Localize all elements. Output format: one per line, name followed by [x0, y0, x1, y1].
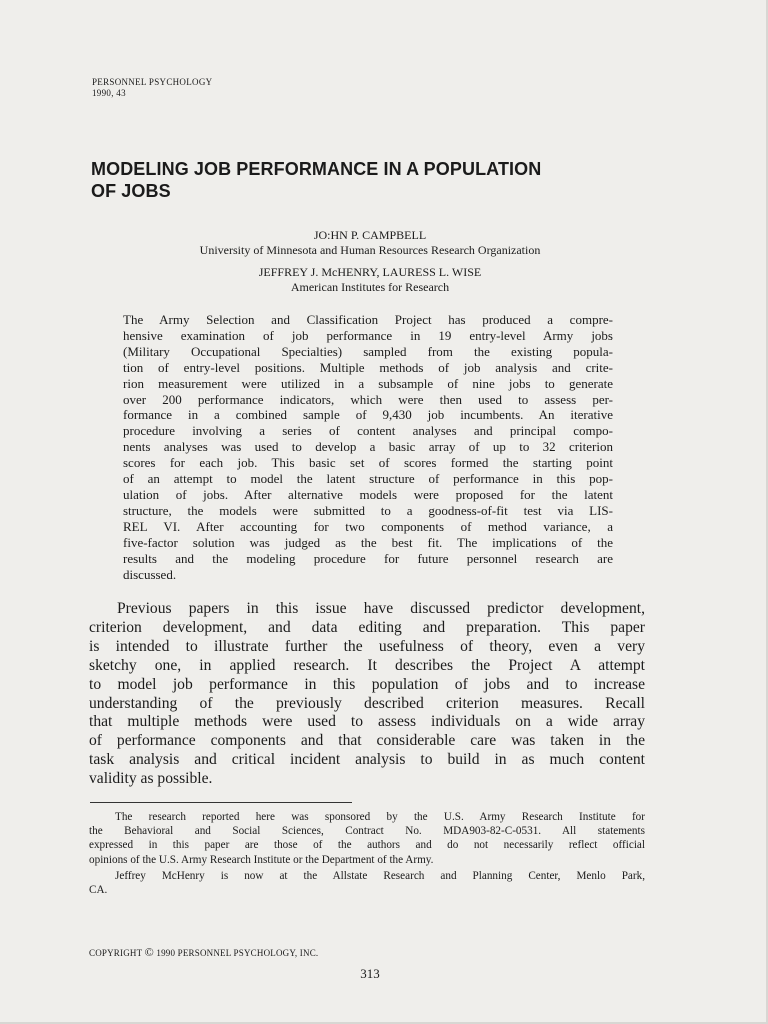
abstract-line: hensive examination of job performance in 19 entry-level Army jobs	[123, 327, 613, 343]
body-line: to model job performance in this population of jobs and to increase	[89, 675, 645, 693]
body-line: is intended to illustrate further the usefulness of theory, even a very	[89, 637, 645, 655]
body-line: that multiple methods were used to assess individuals on a wide array	[89, 713, 645, 731]
abstract-line: structure, the models were submitted to a goodness-of-fit test via LIS-	[123, 502, 613, 518]
abstract-line: procedure involving a series of content analyses and principal compo-	[123, 423, 613, 439]
body-line: understanding of the previously described criterion measures. Recall	[89, 694, 645, 712]
abstract-line: five-factor solution was judged as the best fit. The implications of the	[123, 534, 613, 550]
abstract-line: nents analyses was used to develop a basic array of up to 32 criterion	[123, 439, 613, 455]
copyright-notice	[89, 945, 318, 960]
author-name: JO:HN P. CAMPBELL	[313, 228, 427, 242]
abstract-line: results and the modeling procedure for future personnel research are	[123, 550, 613, 566]
copyright-prefix: COPYRIGHT	[89, 948, 143, 958]
body-line: validity as possible.	[89, 770, 213, 788]
abstract-line: scores for each job. This basic set of scores formed the starting point	[123, 455, 613, 471]
abstract-line: (Military Occupational Specialties) sampled from the existing popula-	[123, 343, 613, 359]
copyright-text: 1990 PERSONNEL PSYCHOLOGY, INC.	[156, 948, 319, 958]
journal-volume: 1990, 43	[92, 88, 126, 98]
title-line: OF JOBS	[91, 181, 171, 201]
abstract-line: of an attempt to model the latent structure of performance in this pop-	[123, 471, 613, 487]
body-line: sketchy one, in applied research. It describes the Project A attempt	[89, 656, 645, 674]
title-line: MODELING JOB PERFORMANCE IN A POPULATION	[91, 159, 542, 179]
body-paragraph	[89, 600, 645, 789]
author-name: JEFFREY J. McHENRY, LAURESS L. WISE	[258, 265, 482, 279]
abstract-line: over 200 performance indicators, which were then used to assess per-	[123, 391, 613, 407]
author-group-2	[92, 265, 648, 294]
footnote-divider	[90, 802, 352, 803]
abstract-line: The Army Selection and Classification Project has produced a compre-	[123, 312, 613, 327]
footnote	[89, 810, 645, 897]
body-line: task analysis and critical incident analysis to build in as much content	[89, 751, 645, 769]
abstract-line: discussed.	[123, 566, 177, 582]
journal-header	[92, 77, 212, 99]
footnote-line: CA.	[89, 884, 108, 897]
author-affiliation: University of Minnesota and Human Resources Research Organization	[199, 243, 541, 257]
journal-name: PERSONNEL PSYCHOLOGY	[92, 77, 213, 87]
body-line: Previous papers in this issue have discussed predictor development,	[117, 600, 645, 617]
footnote-line: Jeffrey McHenry is now at the Allstate Research and Planning Center, Menlo Park,	[115, 869, 645, 882]
footnote-line: expressed in this paper are those of the authors and do not necessarily reflect official	[89, 839, 645, 852]
footnote-line: opinions of the U.S. Army Research Institute or the Department of the Army.	[89, 853, 434, 866]
footnote-line: The research reported here was sponsored by the U.S. Army Research Institute for	[115, 811, 645, 823]
abstract	[123, 312, 613, 582]
footnote-line: the Behavioral and Social Sciences, Contract No. MDA903-82-C-0531. All statements	[89, 825, 645, 838]
copyright-symbol: ©	[144, 945, 154, 959]
body-line: of performance components and that considerable care was taken in the	[89, 732, 645, 750]
page-number: 313	[360, 966, 380, 981]
article-title	[91, 158, 671, 202]
abstract-line: rion measurement were utilized in a subsample of nine jobs to generate	[123, 375, 613, 391]
abstract-line: tion of entry-level positions. Multiple methods of job analysis and crite-	[123, 359, 613, 375]
body-line: criterion development, and data editing and preparation. This paper	[89, 618, 645, 636]
author-group-1	[92, 228, 648, 257]
abstract-line: formance in a combined sample of 9,430 job incumbents. An iterative	[123, 407, 613, 423]
abstract-line: ulation of jobs. After alternative models were proposed for the latent	[123, 486, 613, 502]
author-affiliation: American Institutes for Research	[290, 280, 450, 294]
abstract-line: REL VI. After accounting for two components of method variance, a	[123, 518, 613, 534]
